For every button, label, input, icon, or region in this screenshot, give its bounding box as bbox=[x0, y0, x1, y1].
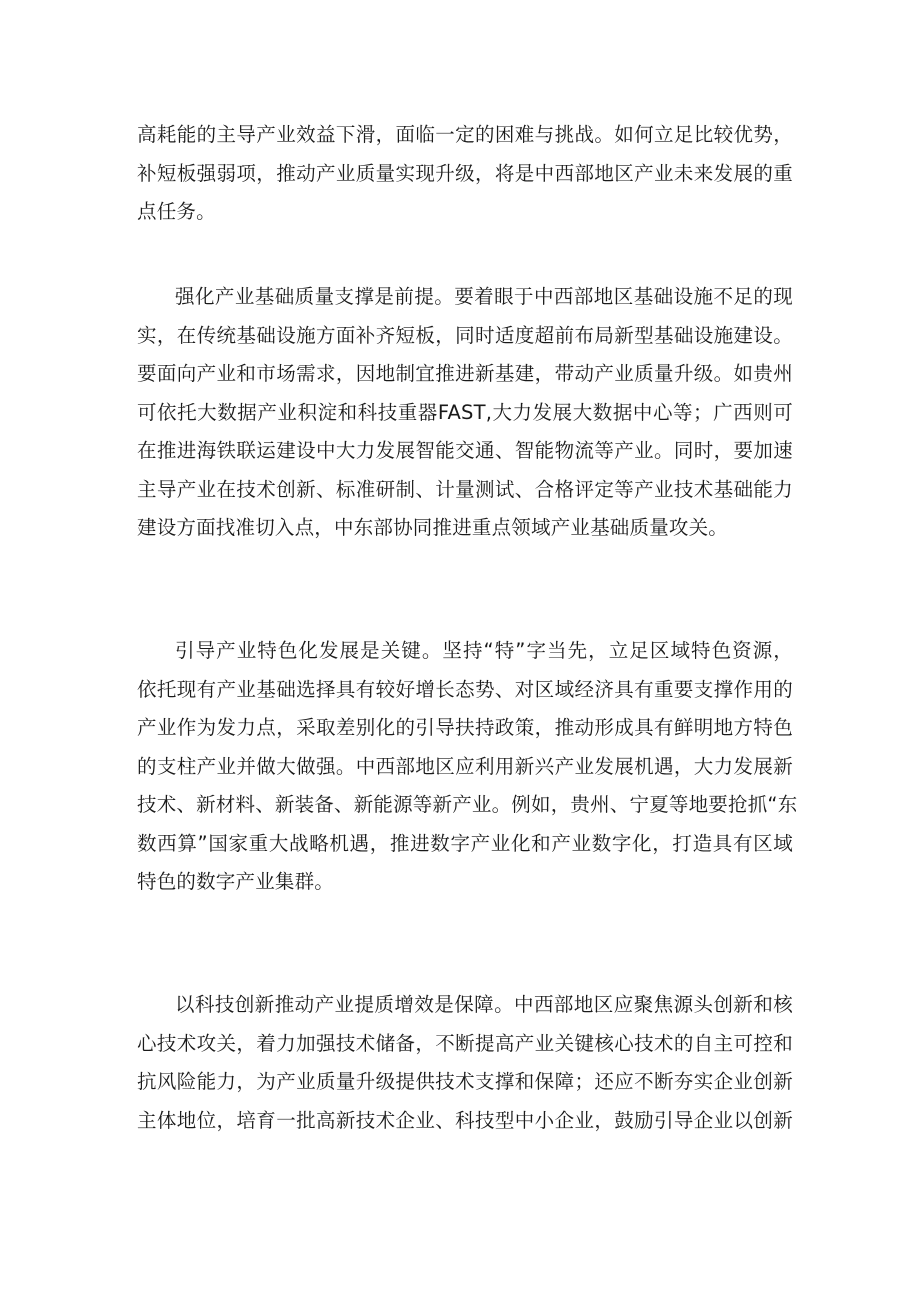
paragraph-line: 抗风险能力，为产业质量升级提供技术支撑和保障；还应不断夯实企业创新 bbox=[137, 1070, 793, 1093]
paragraph-line: 数西算”国家重大战略机遇，推进数字产业化和产业数字化，打造具有区域 bbox=[137, 831, 793, 855]
paragraph-3 bbox=[137, 632, 798, 902]
paragraph-line: 补短板强弱项，推动产业质量实现升级，将是中西部地区产业未来发展的重 bbox=[137, 161, 793, 185]
paragraph-line: 实，在传统基础设施方面补齐短板，同时适度超前布局新型基础设施建设。 bbox=[137, 323, 793, 347]
paragraph-line: 依托现有产业基础选择具有较好增长态势、对区域经济具有重要支撑作用的 bbox=[137, 677, 793, 701]
paragraph-4 bbox=[137, 986, 793, 1140]
paragraph-2 bbox=[137, 278, 793, 548]
paragraph-line: 高耗能的主导产业效益下滑，面临一定的困难与挑战。如何立足比较优势， bbox=[137, 123, 793, 146]
paragraph-line: 特色的数字产业集群。 bbox=[137, 870, 335, 893]
paragraph-line: 可依托大数据产业积淀和科技重器FAST,大力发展大数据中心等；广西则可 bbox=[137, 400, 793, 424]
paragraph-line: 要面向产业和市场需求，因地制宜推进新基建，带动产业质量升级。如贵州 bbox=[137, 362, 793, 385]
paragraph-line: 技术、新材料、新装备、新能源等新产业。例如，贵州、宁夏等地要抢抓“东 bbox=[137, 793, 798, 816]
paragraph-line: 以科技创新推动产业提质增效是保障。中西部地区应聚焦源头创新和核 bbox=[175, 993, 793, 1016]
paragraph-line: 主体地位，培育一批高新技术企业、科技型中小企业，鼓励引导企业以创新 bbox=[137, 1108, 793, 1132]
paragraph-line: 心技术攻关，着力加强技术储备，不断提高产业关键核心技术的自主可控和 bbox=[137, 1031, 793, 1055]
paragraph-line: 产业作为发力点，采取差别化的引导扶持政策，推动形成具有鲜明地方特色 bbox=[137, 716, 793, 739]
paragraph-1 bbox=[137, 116, 793, 232]
paragraph-line: 点任务。 bbox=[137, 200, 216, 223]
paragraph-line: 强化产业基础质量支撑是前提。要着眼于中西部地区基础设施不足的现 bbox=[175, 285, 793, 308]
paragraph-line: 在推进海铁联运建设中大力发展智能交通、智能物流等产业。同时，要加速 bbox=[137, 439, 793, 462]
paragraph-line: 建设方面找准切入点，中东部协同推进重点领域产业基础质量攻关。 bbox=[137, 516, 729, 539]
paragraph-line: 引导产业特色化发展是关键。坚持“特”字当先，立足区域特色资源， bbox=[175, 639, 793, 662]
paragraph-line: 的支柱产业并做大做强。中西部地区应利用新兴产业发展机遇，大力发展新 bbox=[137, 754, 793, 778]
paragraph-line: 主导产业在技术创新、标准研制、计量测试、合格评定等产业技术基础能力 bbox=[137, 477, 793, 501]
